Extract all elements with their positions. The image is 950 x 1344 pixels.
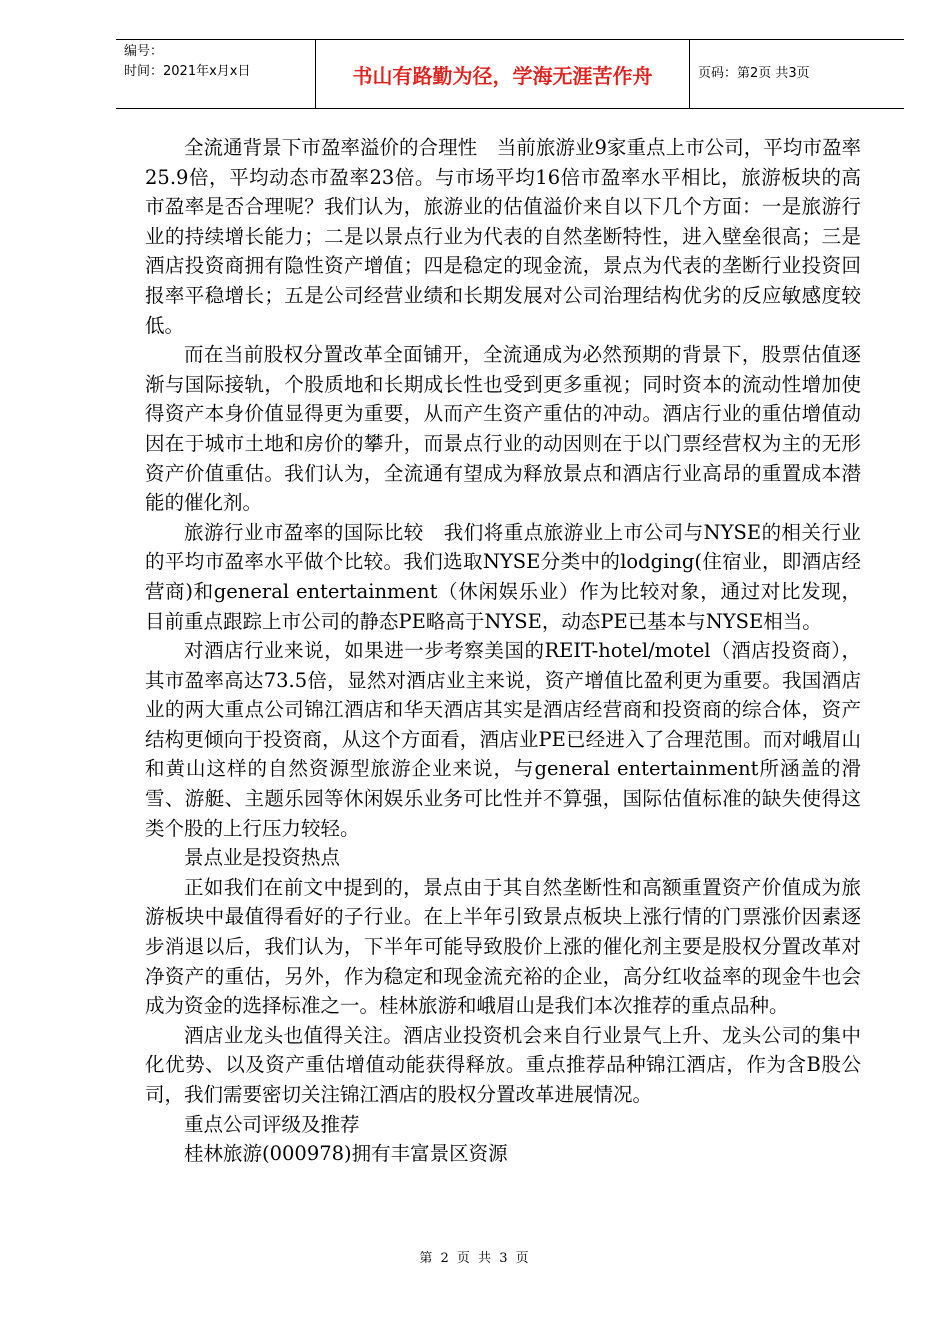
document-body: [145, 133, 861, 1169]
section-heading-ratings: 重点公司评级及推荐: [184, 1112, 360, 1136]
header-meta: [124, 42, 250, 82]
page-footer: 第 2 页 共 3 页: [419, 1251, 531, 1266]
paragraph-share-reform: 而在当前股权分置改革全面铺开，全流通成为必然预期的背景下，股票估值逐渐与国际接轨，个股质地和长期成长性也受到更多重视；同时资本的流动性增加使得资产本身价值显得更为重要，从而产生资产重估的冲动。酒店行业的重估增值动因在于城市土地和房价的攀升，而景点行业的动因则在于以门票经营权为主的无形资产价值重估。我们认为，全流通有望成为释放景点和酒店行业高昂的重置成本潜能的催化剂。: [145, 343, 861, 515]
paragraph-pe-premium: 全流通背景下市盈率溢价的合理性 当前旅游业9家重点上市公司，平均市盈率25.9倍，平均动态市盈率23倍。与市场平均16倍市盈率水平相比，旅游板块的高市盈率是否合理呢？我们认为，旅游业的估值溢价来自以下几个方面：一是旅游行业的持续增长能力；二是以景点行业为代表的自然垄断特性，进入壁垒很高；三是酒店投资商拥有隐性资产增值；四是稳定的现金流，景点为代表的垄断行业投资回报率平稳增长；五是公司经营业绩和长期发展对公司治理结构优劣的反应敏感度较低。: [145, 136, 861, 337]
paragraph-hotel-industry: 对酒店行业来说，如果进一步考察美国的REIT-hotel/motel（酒店投资商），其市盈率高达73.5倍，显然对酒店业主来说，资产增值比盈利更为重要。我国酒店业的两大重点公司锦江酒店和华天酒店其实是酒店经营商和投资商的综合体，资产结构更倾向于投资商，从这个方面看，酒店业PE已经进入了合理范围。而对峨眉山和黄山这样的自然资源型旅游企业来说，与general entertainment所涵盖的滑雪、游艇、主题乐园等休闲娱乐业务可比性并不算强，国际估值标准的缺失使得这类个股的上行压力较轻。: [145, 639, 861, 840]
document-time-label: 时间：2021年x月x日: [124, 64, 251, 79]
document-number-label: 编号：: [124, 44, 164, 59]
header-motto: 书山有路勤为径，学海无涯苦作舟: [315, 40, 690, 108]
paragraph-hotel-leaders: 酒店业龙头也值得关注。酒店业投资机会来自行业景气上升、龙头公司的集中化优势、以及资产重估增值动能获得释放。重点推荐品种锦江酒店，作为含B股公司，我们需要密切关注锦江酒店的股权分置改革进展情况。: [145, 1023, 861, 1106]
paragraph-international-comparison: 旅游行业市盈率的国际比较 我们将重点旅游业上市公司与NYSE的相关行业的平均市盈率水平做个比较。我们选取NYSE分类中的lodging(住宿业，即酒店经营商)和general entertainment（休闲娱乐业）作为比较对象，通过对比发现，目前重点跟踪上市公司的静态PE略高于NYSE，动态PE已基本与NYSE相当。: [145, 520, 861, 633]
section-heading-guilin: 桂林旅游(000978)拥有丰富景区资源: [184, 1142, 508, 1166]
section-heading-scenic: 景点业是投资热点: [184, 846, 341, 870]
header-page-number: 页码：第2页 共3页: [698, 66, 810, 81]
paragraph-scenic-spots: 正如我们在前文中提到的，景点由于其自然垄断性和高额重置资产价值成为旅游板块中最值得看好的子行业。在上半年引致景点板块上涨行情的门票涨价因素逐步消退以后，我们认为，下半年可能导致股价上涨的催化剂主要是股权分置改革对净资产的重估，另外，作为稳定和现金流充裕的企业，高分红收益率的现金牛也会成为资金的选择标准之一。桂林旅游和峨眉山是我们本次推荐的重点品种。: [145, 875, 861, 1018]
page-header: [116, 39, 904, 109]
